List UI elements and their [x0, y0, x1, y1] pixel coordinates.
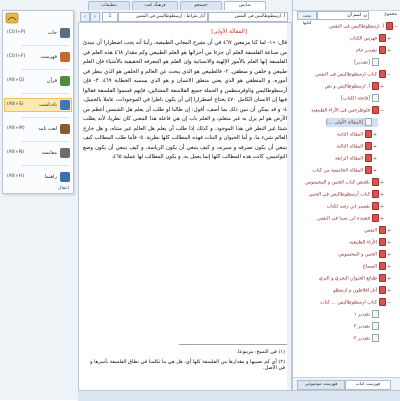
tree-node-label: تصدير ٢	[353, 324, 370, 330]
tree-node[interactable]	[350, 238, 392, 247]
tab-subject-index[interactable]: فهرست موضوعی	[297, 380, 345, 390]
menu-item-label: مقایسه	[41, 150, 57, 156]
tree-node[interactable]	[326, 118, 378, 127]
tree-node[interactable]	[327, 202, 385, 211]
tree-node[interactable]	[325, 82, 385, 91]
menu-separator	[21, 45, 69, 46]
tree-node[interactable]	[337, 130, 378, 139]
expand-toggle-icon[interactable]: +	[379, 215, 385, 222]
page-icon	[372, 310, 379, 318]
tree-search-bar	[295, 10, 399, 25]
menu-item-label: قرآن	[46, 78, 57, 84]
menu-item-help[interactable]	[5, 171, 71, 183]
tree-node-label: كتاب أرسطوطاليس في الحس	[309, 192, 370, 198]
book-icon	[372, 82, 379, 90]
tree-node[interactable]	[320, 298, 392, 307]
tree-node-label: فلوطرخس في الآراء الطبيعية	[311, 108, 370, 114]
tree-node[interactable]	[354, 58, 385, 67]
expand-toggle-icon[interactable]: −	[379, 107, 385, 114]
menu-footer-link[interactable]: انتقال	[57, 186, 69, 191]
table-of-contents-panel	[292, 0, 400, 390]
tree-node-label: آ. ارسطوطاليس و نص	[324, 84, 370, 90]
expand-toggle-icon[interactable]: −	[393, 23, 399, 30]
book-icon	[365, 154, 372, 162]
document-view	[78, 22, 292, 392]
note-icon	[60, 100, 70, 110]
help-icon	[60, 172, 70, 182]
menu-item-compare[interactable]	[5, 147, 71, 159]
chapter-field[interactable]: آثار بقراط : ارسطوطالیس فی النفس	[118, 12, 208, 22]
tree-node-label: المقالة الخامسة من كتاب	[312, 168, 363, 174]
tree-node-label: الآراء الطبيعية	[349, 240, 377, 246]
tree-node[interactable]	[319, 274, 392, 283]
book-icon	[379, 226, 386, 234]
menu-separator	[21, 93, 69, 94]
menu-item-dictionary[interactable]	[5, 123, 71, 135]
book-icon	[379, 262, 386, 270]
tree-node[interactable]	[317, 214, 385, 223]
menu-item-label: یادداشت	[39, 102, 57, 108]
page-icon	[372, 334, 379, 342]
document-body: قال: «١- لما كنا مزمعين ٤٦٧ في أن نشرح المعاني الطبيعية، رأينا أنه يجب اضطرارا أن نبتدئ من صناعة الفلسفة العلم أن جزءا من أجزائها هو العلم الطبيعي وكم مقدار ٤٦٨ هذه العلم في الفلسفة إنها العلم بالأمور الإلهية والانسانية وإن العلم هو المعرفة الحقيقية بالأشياء فإن العلم طبيعي و خلقي و منطقي. ٢- فالطبيعي هو الذي يبحث عن العالم و الخلقي هو الذي ينظر في أموره، و المنطقي هو الذي يعني منطق الانسان و هو الذي يسميه الخطابة ٤٦٩. ٣- فإن أرسطوطاليس وثاوفرسطس و الجملة جميع الفلاسفة المشائين، فإنهم قسموا الفلسفة فقالوا فيها إن الانسان الكامل ٤٧٠ يحتاج اضطرارا إلى أن يكون ناظرا في الموجودات، عاملا بالجميل، ٤- و قد يمكن أن نبين ذلك بما أصف، أقول: إن طالبا لو طلب أن يعلم هل الشمس أعظم من الأرض هو لم يزل به غير متعلم، و العلم باب إن هي فاعلة هذا المعنى كان نظريا، لأنه يطلب شيئا غير النظر في هذا الموجود. و كذلك إذا طلب أن يعلم هل العالم غير متناه، و هل خارج العالم شيء ما. و أما الحيوان و النبات فهذه المطالب كلها نظرية. ٥- فأما طلب المطالب كيف ينبغي أن يكون تصرفه و سيرته، و كيف ينبغي أن يكون الرياسة، و كيف ينبغي أن يكون وضع النواميس، كانت هذه المطالب كلها إنما يعمل به. و يكون المطالب لها عملية ٤٦٥.	[83, 40, 288, 160]
compare-icon	[60, 148, 70, 158]
footnote-1: (١) في النسخ: مزموعا.	[236, 349, 285, 355]
menu-item-shortcut: (Alt+Q)	[7, 78, 25, 83]
book-icon	[372, 202, 379, 210]
tree-node-label: طبائع الحيوان البحري و البري	[318, 276, 377, 282]
tree-node[interactable]	[309, 190, 385, 199]
tree-node[interactable]	[363, 262, 392, 271]
tree-node[interactable]	[312, 166, 378, 175]
book-icon	[365, 130, 372, 138]
tree-node-label: الحس و المحسوس	[338, 252, 377, 258]
quran-icon	[60, 76, 70, 86]
tab-settings[interactable]: تنظیمات	[88, 1, 130, 10]
menu-separator	[21, 69, 69, 70]
book-icon	[379, 238, 386, 246]
tree-node[interactable]	[341, 94, 385, 103]
tree-node-label: النفس	[364, 228, 377, 234]
book-icon	[372, 214, 379, 222]
tab-bar	[84, 0, 290, 10]
page-icon	[372, 94, 379, 102]
tree-node-label: تصدير ١	[353, 312, 370, 318]
tree-node-label: [فاتحة الكتاب]	[341, 96, 370, 102]
tree-node-label: السماع	[362, 264, 377, 270]
book-field[interactable]: آ. ارسطوطالیس فی النفس	[208, 12, 288, 22]
page-icon	[372, 58, 379, 66]
expand-toggle-icon[interactable]: +	[386, 263, 392, 270]
tree-node[interactable]	[354, 322, 385, 331]
tree-node[interactable]	[335, 154, 378, 163]
menu-item-quran[interactable]	[5, 75, 71, 87]
tree-node-label: تفسير ابن رشد لكتاب	[326, 204, 370, 210]
expand-toggle-icon[interactable]: +	[379, 83, 385, 90]
tree-node[interactable]	[311, 106, 385, 115]
tree-search-label: مجموع	[384, 12, 397, 17]
expand-toggle-icon[interactable]: +	[386, 275, 392, 282]
expand-toggle-icon[interactable]: +	[379, 203, 385, 210]
expand-toggle-icon[interactable]: +	[372, 143, 378, 150]
tab-view[interactable]: نمایش	[224, 1, 266, 10]
context-menu	[2, 10, 74, 194]
tree-node-label: تصدير ٣	[353, 336, 370, 342]
tree-node-label: كتاب ارسطوطاليس ... كتاب	[320, 300, 377, 306]
book-icon	[379, 46, 386, 54]
book-icon	[365, 142, 372, 150]
book-icon	[379, 274, 386, 282]
book-icon	[379, 250, 386, 258]
tree-node-label: المقالة الرابعة	[334, 156, 363, 162]
menu-item-label: راهنما	[44, 174, 57, 180]
tree-node-label: قصيدة ابن سينا في النفس	[317, 216, 370, 222]
book-icon	[372, 178, 379, 186]
menu-item-shortcut: (Alt+H)	[7, 174, 25, 179]
tree-node-label: تصدير عام	[356, 48, 377, 54]
tree-node-label: [تصدير]	[354, 60, 370, 66]
book-icon	[379, 34, 386, 42]
expand-toggle-icon[interactable]: −	[386, 71, 392, 78]
tree-node-label: آثار افلاطون و ارسطو	[333, 288, 377, 294]
menu-separator	[21, 117, 69, 118]
menu-item-printer[interactable]	[5, 27, 71, 39]
expand-toggle-icon[interactable]: +	[386, 227, 392, 234]
tree-node[interactable]	[354, 334, 385, 343]
page-number-field[interactable]: 1	[102, 12, 118, 22]
tree-node-label: تلخيص كتاب الحس و المحسوس	[305, 180, 370, 186]
tree-node-label: كتاب ارسطوطاليس في النفس	[315, 72, 377, 78]
book-icon	[379, 70, 386, 78]
tree-node[interactable]	[354, 310, 385, 319]
menu-item-label: لغت نامه	[38, 126, 57, 132]
tree-node[interactable]	[356, 46, 392, 55]
tree-node[interactable]	[333, 286, 392, 295]
menu-item-shortcut: (Alt+S)	[7, 102, 24, 107]
expand-toggle-icon[interactable]: +	[386, 47, 392, 54]
book-icon	[379, 298, 386, 306]
menu-item-shortcut: (Alt+N)	[7, 150, 25, 155]
menu-item-shortcut: (Ctrl+P)	[7, 30, 26, 35]
page-icon	[365, 118, 372, 126]
expand-toggle-icon[interactable]: +	[386, 35, 392, 42]
expand-toggle-icon[interactable]: +	[372, 155, 378, 162]
page-icon	[372, 322, 379, 330]
menu-item-label: جاب	[47, 30, 57, 36]
tree-node[interactable]	[305, 178, 385, 187]
status-bar	[78, 390, 400, 401]
tree-node-label: المقالة الثالثة	[336, 144, 363, 150]
list-icon	[60, 52, 70, 62]
tree-node[interactable]	[337, 142, 378, 151]
dictionary-icon	[60, 124, 70, 134]
document-scrollbar[interactable]	[287, 23, 291, 391]
menu-item-list[interactable]	[5, 51, 71, 63]
book-icon	[386, 22, 393, 30]
tree-node[interactable]	[329, 22, 399, 31]
menu-item-shortcut: (Ctrl+F)	[7, 54, 26, 59]
tree-node[interactable]	[350, 34, 392, 43]
app-logo-icon	[5, 11, 19, 25]
tree-node-label: فهرس الكتاب	[349, 36, 377, 42]
tree-list	[293, 22, 400, 378]
expand-toggle-icon[interactable]: +	[386, 239, 392, 246]
tab-book-index[interactable]: فهرست کتاب	[345, 380, 391, 390]
footnote-2: (٢) أي كم نصيبها و مقدارها من الفلسفة كلها أي: هل هي ما تكلمنا في نطاق الفلسفة بأسرها و في الأصل.	[90, 359, 285, 371]
expand-toggle-icon[interactable]: −	[386, 299, 392, 306]
tree-node-label: المقالة الثانية	[336, 132, 363, 138]
tree-search-input[interactable]: ن. اسم آن	[317, 11, 369, 20]
footnote-divider	[179, 344, 287, 345]
menu-item-note[interactable]	[5, 99, 71, 111]
nav-next-button[interactable]: ›	[90, 12, 100, 22]
nav-prev-button[interactable]: ‹	[80, 12, 90, 22]
tab-dictionary[interactable]: فرهنگ لغت	[132, 1, 178, 10]
book-icon	[379, 286, 386, 294]
tree-node-label: آ. ارسطوطالیس فی النفس	[329, 24, 384, 30]
menu-separator	[21, 141, 69, 142]
tree-node[interactable]	[364, 226, 392, 235]
expand-toggle-icon[interactable]: +	[379, 191, 385, 198]
tree-node[interactable]	[315, 70, 392, 79]
page-title: [المقالة الأولى]	[211, 29, 247, 35]
printer-icon	[60, 28, 70, 38]
tab-search[interactable]: جستجو	[180, 1, 222, 10]
book-icon	[372, 106, 379, 114]
expand-toggle-icon[interactable]: +	[372, 131, 378, 138]
expand-toggle-icon[interactable]: +	[379, 179, 385, 186]
expand-toggle-icon[interactable]: +	[386, 251, 392, 258]
book-icon	[365, 166, 372, 174]
tree-node[interactable]	[338, 250, 392, 259]
menu-separator	[21, 165, 69, 166]
expand-toggle-icon[interactable]: +	[372, 167, 378, 174]
book-icon	[372, 190, 379, 198]
menu-item-shortcut: (Alt+M)	[7, 126, 25, 131]
expand-toggle-icon[interactable]: +	[386, 287, 392, 294]
tree-node-label: [المقالة الأولى ...]	[326, 120, 363, 126]
menu-item-label: فهرست	[40, 54, 57, 60]
tree-search-button[interactable]: بحث كتابها	[297, 11, 317, 20]
tree-footer	[293, 377, 400, 390]
